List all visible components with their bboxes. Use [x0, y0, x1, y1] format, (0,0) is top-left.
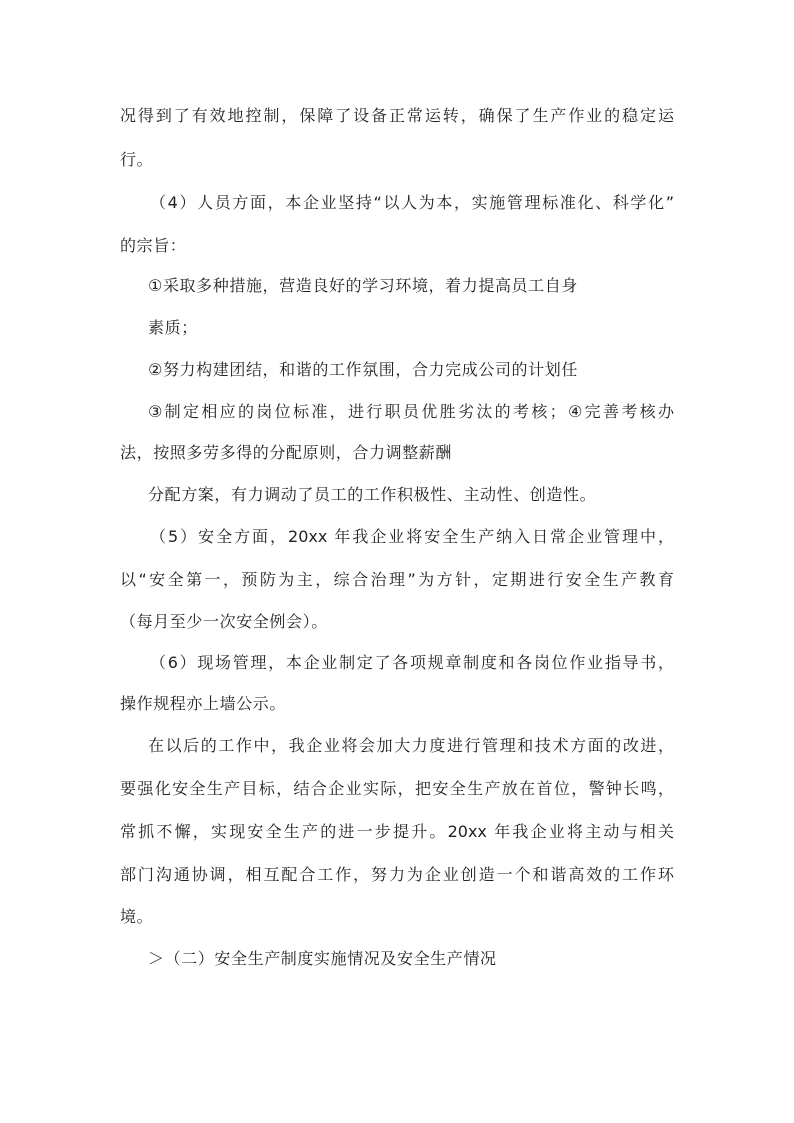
paragraph-line: 境。: [120, 907, 154, 926]
paragraph-line: （6）现场管理，本企业制定了各项规章制度和各岗位作业指导书，: [150, 653, 674, 672]
paragraph-line: 操作规程亦上墙公示。: [120, 694, 287, 713]
paragraph-line: 况得到了有效地控制，保障了设备正常运转，确保了生产作业的稳定运: [120, 106, 674, 125]
list-item: ①采取多种措施，营造良好的学习环境，着力提高员工自身: [148, 276, 578, 295]
paragraph-line: 要强化安全生产目标，结合企业实际，把安全生产放在首位，警钟长鸣，: [120, 779, 674, 798]
section-heading: ＞（二）安全生产制度实施情况及安全生产情况: [148, 949, 497, 968]
paragraph-line: 分配方案，有力调动了员工的工作积极性、主动性、创造性。: [148, 485, 597, 504]
paragraph-line: （每月至少一次安全例会）。: [120, 612, 328, 631]
paragraph-line: 在以后的工作中，我企业将会加大力度进行管理和技术方面的改进，: [148, 736, 674, 755]
paragraph-line: 行。: [120, 150, 154, 169]
paragraph-line: 法，按照多劳多得的分配原则，合力调整薪酬: [120, 443, 453, 462]
paragraph-line: （4）人员方面，本企业坚持“以人为本，实施管理标准化、科学化”: [150, 193, 674, 212]
paragraph-line: （5）安全方面，20xx 年我企业将安全生产纳入日常企业管理中，: [150, 527, 674, 546]
paragraph-line: 的宗旨：: [120, 236, 187, 255]
paragraph-line: 以“安全第一，预防为主，综合治理”为方针，定期进行安全生产教育: [120, 570, 674, 589]
paragraph-line: 部门沟通协调，相互配合工作，努力为企业创造一个和谐高效的工作环: [120, 865, 674, 884]
list-item: ③制定相应的岗位标准，进行职员优胜劣汰的考核；④完善考核办: [148, 402, 674, 421]
paragraph-line: 常抓不懈，实现安全生产的进一步提升。20xx 年我企业将主动与相关: [120, 822, 674, 841]
list-item: ②努力构建团结，和谐的工作氛围，合力完成公司的计划任: [148, 360, 578, 379]
list-item: 素质；: [148, 318, 198, 337]
